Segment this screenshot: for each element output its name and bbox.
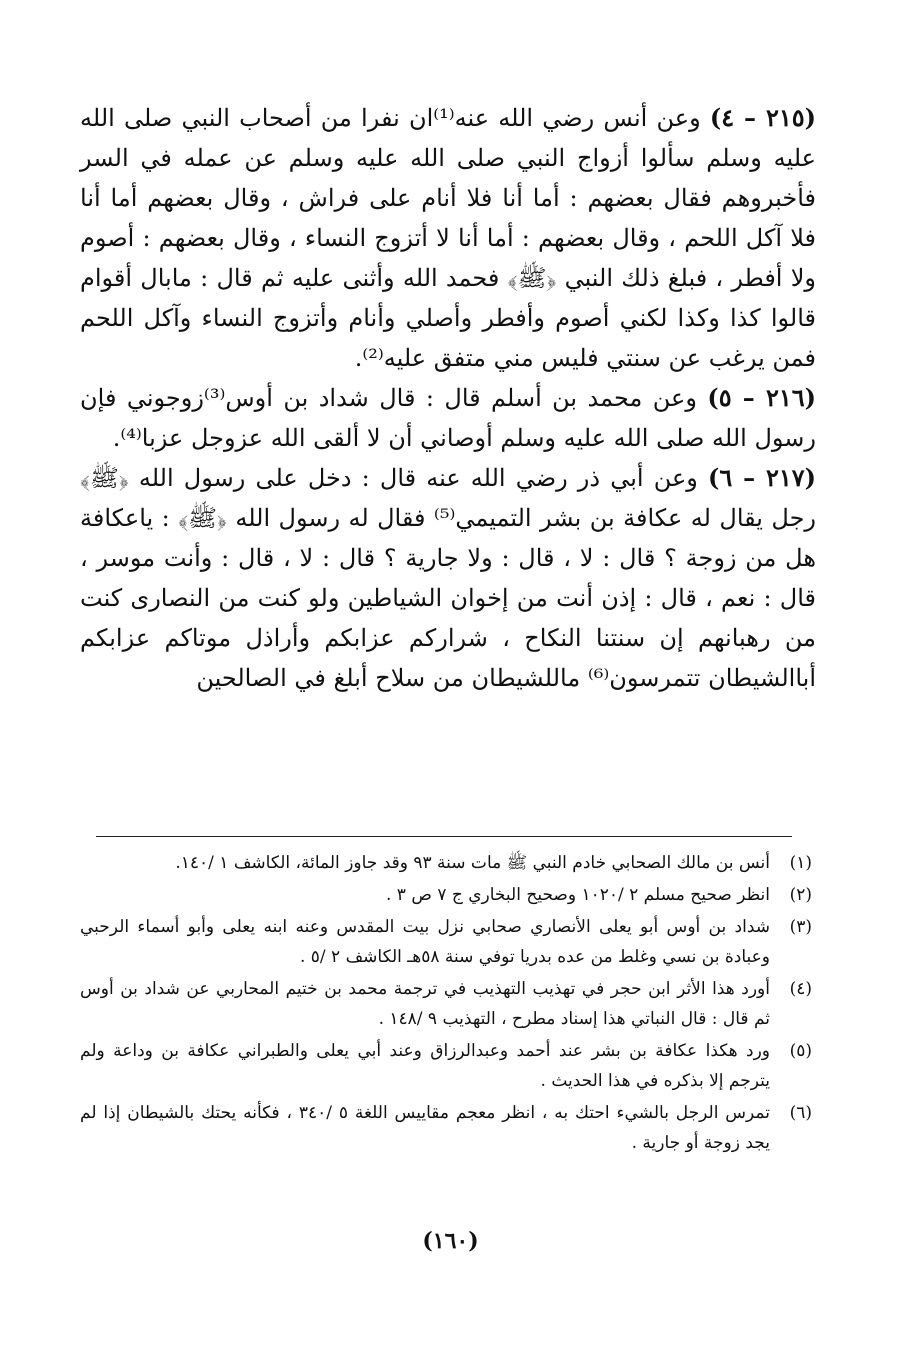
footnote-5 [80, 1036, 816, 1096]
footnote-divider [96, 836, 792, 837]
hadith-number: (٢١٥ – ٤) [709, 103, 816, 132]
hadith-216 [80, 378, 816, 458]
footnote-text: أورد هذا الأثر ابن حجر في تهذيب التهذيب في ترجمة محمد بن ختيم المحاربي عن شداد بن أوس ثم قال : قال النباتي هذا إسناد مطرح ، التهذيب ٩ /١٤٨ . [80, 979, 770, 1029]
footnote-number: (٣) [789, 917, 812, 937]
footnote-text: تمرس الرجل بالشيء احتك به ، انظر معجم مقاييس اللغة ٥ /٣٤٠ ، فكأنه يحتك بالشيطان إذا لم يجد زوجة أو جارية . [80, 1103, 770, 1153]
hadith-215 [80, 98, 816, 378]
footnote-number: (٥) [789, 1041, 812, 1061]
main-text [80, 98, 816, 698]
hadith-text: وعن أنس رضي الله عنه⁽¹⁾ان نفرا من أصحاب النبي صلى الله عليه وسلم سألوا أزواج النبي صلى الله عليه وسلم عن عمله في السر فأخبروهم فقال بعضهم : أما أنا فلا أنام على فراش ، وقال بعضهم أما أنا فلا آكل اللحم ، وقال بعضهم : أما أنا لا أتزوج النساء ، وقال بعضهم : أصوم ولا أفطر ، فبلغ ذلك النبي ﴿ﷺ﴾ فحمد الله وأثنى عليه ثم قال : مابال أقوام قالوا كذا وكذا لكني أصوم وأفطر وأصلي وأنام وأتزوج النساء وآكل اللحم فمن يرغب عن سنتي فليس مني متفق عليه⁽²⁾. [80, 104, 816, 372]
hadith-number: (٢١٧ – ٦) [708, 463, 816, 492]
footnote-number: (٦) [789, 1103, 812, 1123]
footnote-text: انظر صحيح مسلم ٢ /١٠٢٠ وصحيح البخاري ج ٧ ص ٣ . [385, 885, 770, 905]
footnotes [80, 848, 816, 1160]
footnote-text: أنس بن مالك الصحابي خادم النبي ﷺ مات سنة ٩٣ وقد جاوز المائة، الكاشف ١ /١٤٠. [175, 853, 770, 873]
footnote-2 [80, 880, 816, 910]
footnote-3 [80, 912, 816, 972]
footnote-number: (٤) [789, 979, 812, 999]
footnote-1 [80, 848, 816, 878]
page-number: (١٦٠) [422, 1228, 479, 1254]
hadith-text: وعن محمد بن أسلم قال : قال شداد بن أوس⁽³⁾زوجوني فإن رسول الله صلى الله عليه وسلم أوصاني أن لا ألقى الله عزوجل عزبا⁽⁴⁾. [80, 384, 816, 452]
footnote-number: (٢) [789, 885, 812, 905]
hadith-217 [80, 458, 816, 698]
footnote-text: شداد بن أوس أبو يعلى الأنصاري صحابي نزل بيت المقدس وعنه ابنه يعلى وأبو أسماء الرحبي وعبادة بن نسي وغلط من عده بدريا توفي سنة ٥٨هـ الكاشف ٢ /٥ . [80, 917, 770, 967]
footnote-6 [80, 1098, 816, 1158]
footnote-text: ورد هكذا عكافة بن بشر عند أحمد وعبدالرزاق وعند أبي يعلى والطبراني عكافة بن وداعة ولم يترجم إلا بذكره في هذا الحديث . [80, 1041, 770, 1091]
footnote-4 [80, 974, 816, 1034]
hadith-text: وعن أبي ذر رضي الله عنه قال : دخل على رسول الله ﴿ﷺ﴾ رجل يقال له عكافة بن بشر التميمي⁽⁵⁾ فقال له رسول الله ﴿ﷺ﴾ : ياعكافة هل من زوجة ؟ قال : لا ، قال : ولا جارية ؟ قال : لا ، قال : وأنت موسر ، قال : نعم ، قال : إذن أنت من إخوان الشياطين ولو كنت من النصارى كنت من رهبانهم إن سنتنا النكاح ، شراركم عزابكم وأراذل موتاكم عزابكم أباالشيطان تتمرسون⁽⁶⁾ ماللشيطان من سلاح أبلغ في الصالحين [80, 464, 816, 692]
hadith-number: (٢١٦ – ٥) [707, 383, 816, 412]
footnote-number: (١) [789, 853, 812, 873]
